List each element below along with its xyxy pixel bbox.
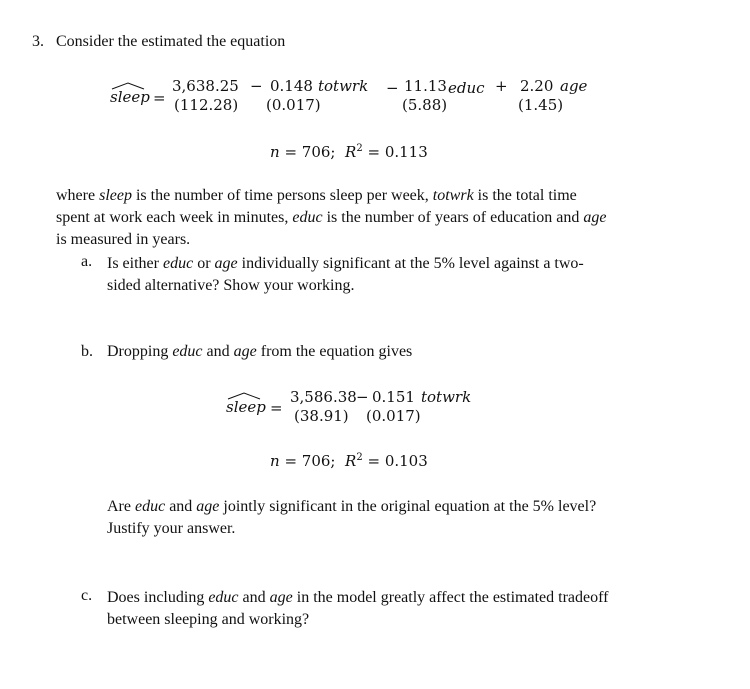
part-b-question: Are educ and age jointly significant in the original equation at the 5% level? Justify your answer.	[107, 498, 597, 537]
age-se: (1.45)	[518, 96, 564, 114]
sleep-hat-lhs-2	[226, 398, 266, 417]
intercept-2: 3,586.38	[290, 388, 357, 406]
minus-operator-eq2: −	[356, 388, 369, 406]
part-b-intro: Dropping educ and age from the equation gives	[107, 343, 413, 360]
age-variable: age	[560, 77, 588, 95]
part-a-text: Is either educ or age individually significant at the 5% level against a two- sided alternative? Show your working.	[107, 255, 584, 294]
totwrk-coefficient-2: 0.151	[372, 388, 415, 406]
totwrk-variable: totwrk	[318, 77, 369, 95]
totwrk-se: (0.017)	[266, 96, 321, 114]
variable-description: where sleep is the number of time persons sleep per week, totwrk is the total time spent at work each week in minutes, educ is the number of years of education and age is measured in years.	[56, 187, 607, 248]
totwrk-coefficient: 0.148	[270, 77, 313, 95]
lhs-variable-2: sleep	[226, 398, 266, 416]
minus-operator-2: −	[386, 79, 399, 97]
age-coefficient: 2.20	[520, 77, 554, 95]
part-a-label: a.	[81, 253, 93, 270]
educ-variable: educ	[448, 79, 485, 97]
lhs-variable: sleep	[110, 88, 150, 106]
totwrk-se-2: (0.017)	[366, 407, 421, 425]
hat-icon	[111, 82, 145, 90]
part-c-text: Does including educ and age in the model greatly affect the estimated tradeoff between sleeping and working?	[107, 589, 609, 628]
intercept-se-2: (38.91)	[294, 407, 349, 425]
intercept: 3,638.25	[172, 77, 239, 95]
part-b-label: b.	[81, 343, 93, 360]
sleep-hat-lhs	[110, 88, 150, 107]
equals-sign-2: =	[270, 399, 283, 417]
part-c-label: c.	[81, 587, 93, 604]
equation-2-stats: n = 706; $R^2 = 0.103$	[270, 452, 428, 470]
intercept-se: (112.28)	[174, 96, 239, 114]
educ-se: (5.88)	[402, 96, 448, 114]
equation-1-stats: n = 706; $R^2 = 0.113$	[270, 143, 428, 161]
plus-operator: +	[495, 77, 508, 95]
minus-operator: −	[250, 77, 263, 95]
question-number: 3.	[32, 33, 44, 50]
totwrk-variable-2: totwrk	[421, 388, 472, 406]
hat-icon	[227, 392, 261, 400]
equals-sign: =	[153, 89, 166, 107]
educ-coefficient: 11.13	[404, 77, 447, 95]
question-intro: Consider the estimated the equation	[56, 33, 286, 50]
